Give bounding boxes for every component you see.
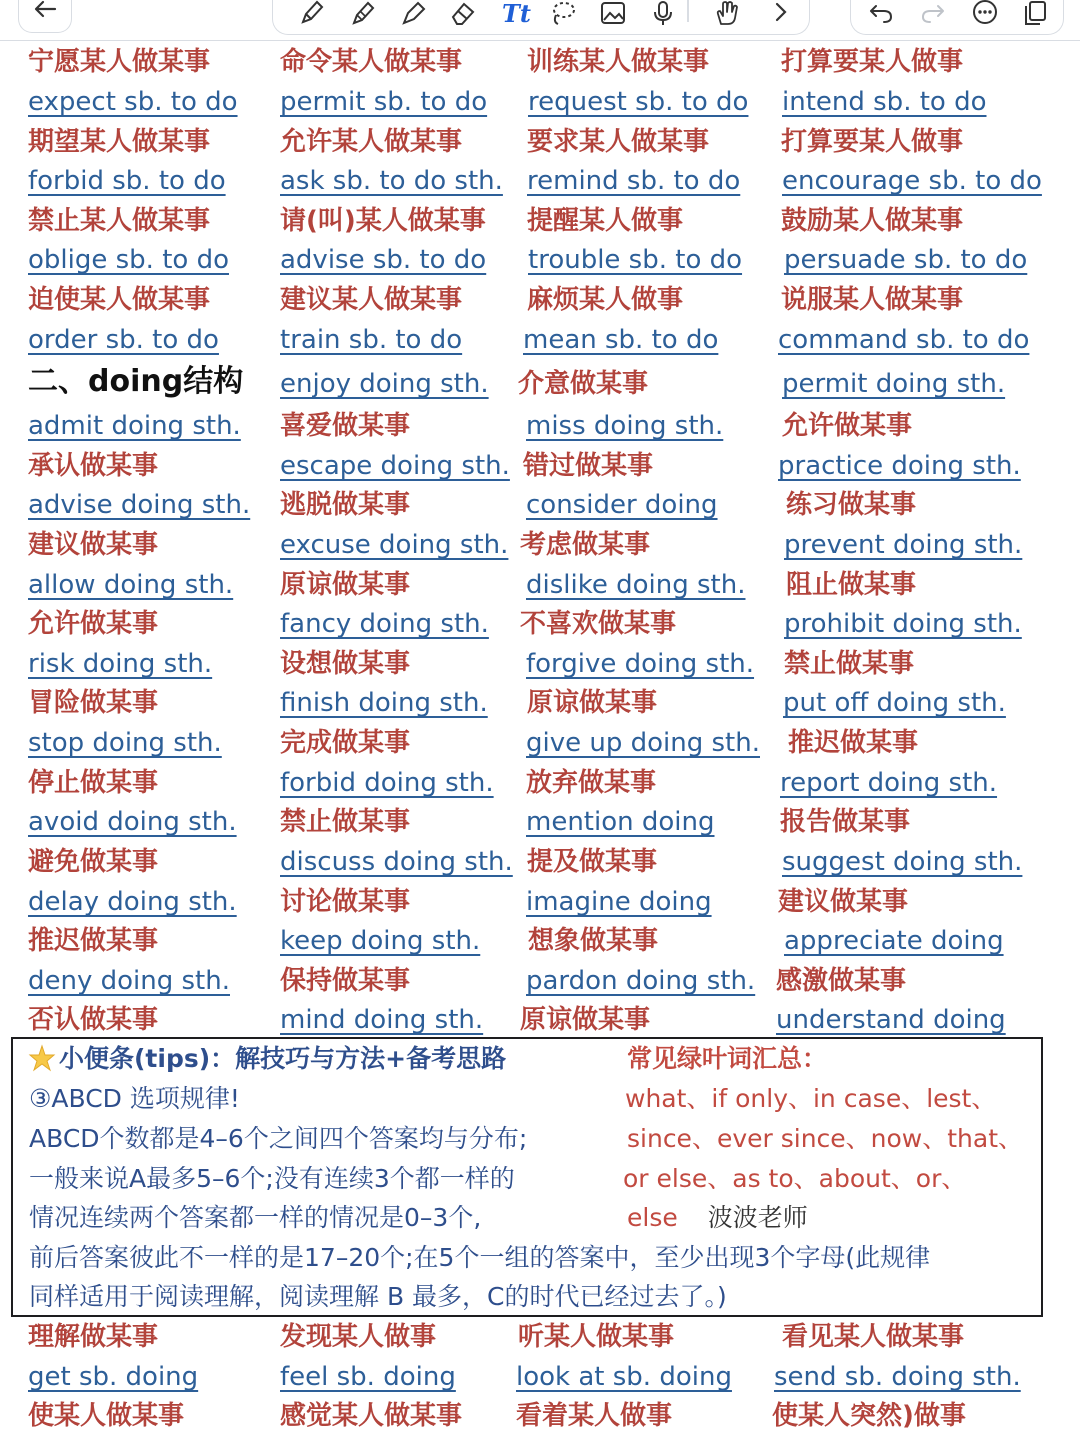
meaning-cell: 练习做某事 [786,490,917,520]
green-words-line-3: or else、as to、about、or、 [623,1164,967,1193]
green-words-line-2: since、ever since、now、that、 [627,1124,1024,1153]
meaning-cell: 逃脱做某事 [280,490,411,520]
rule-line-2: 一般来说A最多5–6个;没有连续3个都一样的 [29,1164,515,1193]
phrase-cell: fancy doing sth. [280,609,489,639]
green-words-line-4 [627,1202,808,1234]
meaning-cell: 期望某人做某事 [28,127,211,157]
undo-icon[interactable] [867,0,895,26]
meaning-cell: 迫使某人做某事 [28,285,211,315]
phrase-cell: risk doing sth. [28,649,213,679]
meaning-cell: 要求某人做某事 [527,127,710,157]
meaning-cell: 冒险做某事 [28,688,159,718]
pen-icon[interactable] [297,0,325,26]
tips-title-row [29,1043,506,1075]
meaning-cell: 放弃做某事 [526,768,657,798]
drawing-tools-bar [272,0,810,35]
meaning-cell: 讨论做某事 [280,887,411,917]
meaning-cell: 喜爱做某事 [280,411,411,441]
green-words-line-1: what、if only、in case、lest、 [625,1084,997,1113]
meaning-cell: 设想做某事 [280,649,411,679]
chevron-right-icon[interactable] [767,0,795,26]
phrase-cell: put off doing sth. [783,688,1006,718]
lasso-icon[interactable] [549,0,577,26]
meaning-cell: 允许做某事 [782,411,913,441]
phrase-cell: excuse doing sth. [280,530,509,560]
toolbar-separator [687,0,689,22]
meaning-cell: 考虑做某事 [520,530,651,560]
meaning-cell: 原谅做某事 [280,570,411,600]
meaning-cell: 阻止做某事 [786,570,917,600]
phrase-cell: permit doing sth. [782,369,1006,399]
phrase-cell: prohibit doing sth. [784,609,1022,639]
phrase-cell: request sb. to do [528,87,749,117]
phrase-cell: intend sb. to do [782,87,987,117]
tips-box [11,1037,1043,1317]
phrase-cell: imagine doing [526,887,712,917]
phrase-cell: order sb. to do [28,325,219,355]
rule-heading: ③ABCD 选项规律! [29,1084,240,1113]
rule-line-4: 前后答案彼此不一样的是17–20个;在5个一组的答案中，至少出现3个字母(此规律 [29,1243,931,1272]
phrase-cell: ask sb. to do sth. [280,166,503,196]
meaning-cell: 理解做某事 [28,1322,159,1352]
top-toolbar [0,0,1080,42]
pencil-icon[interactable] [349,0,377,26]
meaning-cell: 完成做某事 [280,728,411,758]
meaning-cell: 避免做某事 [28,847,159,877]
phrase-cell: mind doing sth. [280,1005,484,1035]
phrase-cell: give up doing sth. [526,728,760,758]
meaning-cell: 命令某人做某事 [280,47,463,77]
meaning-cell: 保持做某事 [280,966,411,996]
phrase-cell: send sb. doing sth. [774,1362,1021,1392]
phrase-cell: mean sb. to do [523,325,719,355]
phrase-cell: prevent doing sth. [784,530,1023,560]
phrase-cell: understand doing [776,1005,1006,1035]
meaning-cell: 禁止做某事 [784,649,915,679]
redo-icon[interactable] [919,0,947,26]
meaning-cell: 建议做某事 [778,887,909,917]
meaning-cell: 说服某人做某事 [781,285,964,315]
phrase-cell: train sb. to do [280,325,463,355]
phrase-cell: discuss doing sth. [280,847,513,877]
meaning-cell: 建议做某事 [28,530,159,560]
meaning-cell: 感激做某事 [776,966,907,996]
eraser-icon[interactable] [449,0,477,26]
phrase-cell: admit doing sth. [28,411,241,441]
phrase-cell: report doing sth. [780,768,998,798]
meaning-cell: 原谅做某事 [520,1005,651,1035]
phrase-cell: forbid sb. to do [28,166,226,196]
meaning-cell: 看着某人做事 [516,1401,673,1431]
rule-line-3: 情况连续两个答案都一样的情况是0–3个, [29,1203,482,1232]
green-words-heading: 常见绿叶词汇总： [627,1044,828,1073]
phrase-cell: enjoy doing sth. [280,369,489,399]
phrase-cell: mention doing [526,807,715,837]
meaning-cell: 感觉某人做某事 [280,1401,463,1431]
meaning-cell: 想象做某事 [528,926,659,956]
actions-bar [850,0,1064,35]
phrase-cell: consider doing [526,490,718,520]
meaning-cell: 提醒某人做事 [527,206,684,236]
phrase-cell: permit sb. to do [280,87,488,117]
meaning-cell: 原谅做某事 [527,688,658,718]
phrase-cell: remind sb. to do [527,166,741,196]
microphone-icon[interactable] [649,0,677,26]
meaning-cell: 请(叫)某人做某事 [280,206,486,236]
meaning-cell: 推迟做某事 [28,926,159,956]
meaning-cell: 听某人做某事 [518,1322,675,1352]
rule-line-1: ABCD个数都是4–6个之间四个答案均与分布; [29,1124,528,1153]
phrase-cell: get sb. doing [28,1362,199,1392]
author-signature: 波波老师 [707,1203,808,1232]
meaning-cell: 承认做某事 [28,451,159,481]
meaning-cell: 训练某人做某事 [527,47,710,77]
phrase-cell: dislike doing sth. [526,570,746,600]
phrase-cell: trouble sb. to do [528,245,743,275]
meaning-cell: 否认做某事 [28,1005,159,1035]
marker-icon[interactable] [399,0,427,26]
phrase-cell: finish doing sth. [280,688,488,718]
rule-line-5: 同样适用于阅读理解，阅读理解 B 最多，C的时代已经过去了。) [29,1282,727,1311]
meaning-cell: 使某人做某事 [28,1401,185,1431]
back-button[interactable] [18,0,72,33]
svg-text:Tt: Tt [502,0,531,28]
image-icon[interactable] [599,0,627,26]
phrase-cell: oblige sb. to do [28,245,229,275]
phrase-cell: miss doing sth. [526,411,724,441]
meaning-cell: 推迟做某事 [788,728,919,758]
meaning-cell: 打算要某人做事 [781,47,964,77]
meaning-cell: 发现某人做事 [280,1322,437,1352]
meaning-cell: 看见某人做某事 [782,1322,965,1352]
phrase-cell: advise sb. to do [280,245,487,275]
meaning-cell: 不喜欢做某事 [520,609,677,639]
meaning-cell: 使某人突然)做事 [772,1401,966,1431]
phrase-cell: deny doing sth. [28,966,230,996]
meaning-cell: 停止做某事 [28,768,159,798]
meaning-cell: 允许做某事 [28,609,159,639]
phrase-cell: command sb. to do [778,325,1030,355]
phrase-cell: escape doing sth. [280,451,510,481]
meaning-cell: 报告做某事 [780,807,911,837]
phrase-cell: appreciate doing [784,926,1004,956]
phrase-cell: feel sb. doing [280,1362,456,1392]
meaning-cell: 宁愿某人做某事 [28,47,211,77]
phrase-cell: practice doing sth. [778,451,1021,481]
phrase-cell: stop doing sth. [28,728,222,758]
phrase-cell: advise doing sth. [28,490,251,520]
phrase-cell: encourage sb. to do [782,166,1042,196]
meaning-cell: 介意做某事 [518,369,649,399]
more-icon[interactable] [971,0,999,26]
phrase-cell: expect sb. to do [28,87,238,117]
toolbar-divider [0,40,1080,41]
meaning-cell: 提及做某事 [527,847,658,877]
meaning-cell: 鼓励某人做某事 [781,206,964,236]
meaning-cell: 错过做某事 [523,451,654,481]
phrase-cell: suggest doing sth. [782,847,1023,877]
green-words-else: else [627,1203,678,1232]
meaning-cell: 允许某人做某事 [280,127,463,157]
text-tool-icon[interactable] [499,0,531,28]
meaning-cell: 禁止某人做某事 [28,206,211,236]
phrase-cell: persuade sb. to do [784,245,1028,275]
tips-title: 小便条(tips)：解技巧与方法+备考思路 [59,1044,507,1073]
back-arrow-icon [31,0,59,24]
star-icon [29,1045,55,1071]
phrase-cell: forgive doing sth. [526,649,755,679]
meaning-cell: 禁止做某事 [280,807,411,837]
meaning-cell: 打算要某人做事 [781,127,964,157]
phrase-cell: avoid doing sth. [28,807,237,837]
meaning-cell: 麻烦某人做事 [527,285,684,315]
phrase-cell: forbid doing sth. [280,768,494,798]
phrase-cell: delay doing sth. [28,887,237,917]
hand-icon[interactable] [713,0,741,26]
phrase-cell: allow doing sth. [28,570,234,600]
phrase-cell: pardon doing sth. [526,966,756,996]
phrase-cell: keep doing sth. [280,926,481,956]
phrase-cell: look at sb. doing [516,1362,732,1392]
meaning-cell: 建议某人做某事 [280,285,463,315]
section-heading-doing: 二、doing结构 [28,364,244,399]
pages-icon[interactable] [1021,0,1049,26]
